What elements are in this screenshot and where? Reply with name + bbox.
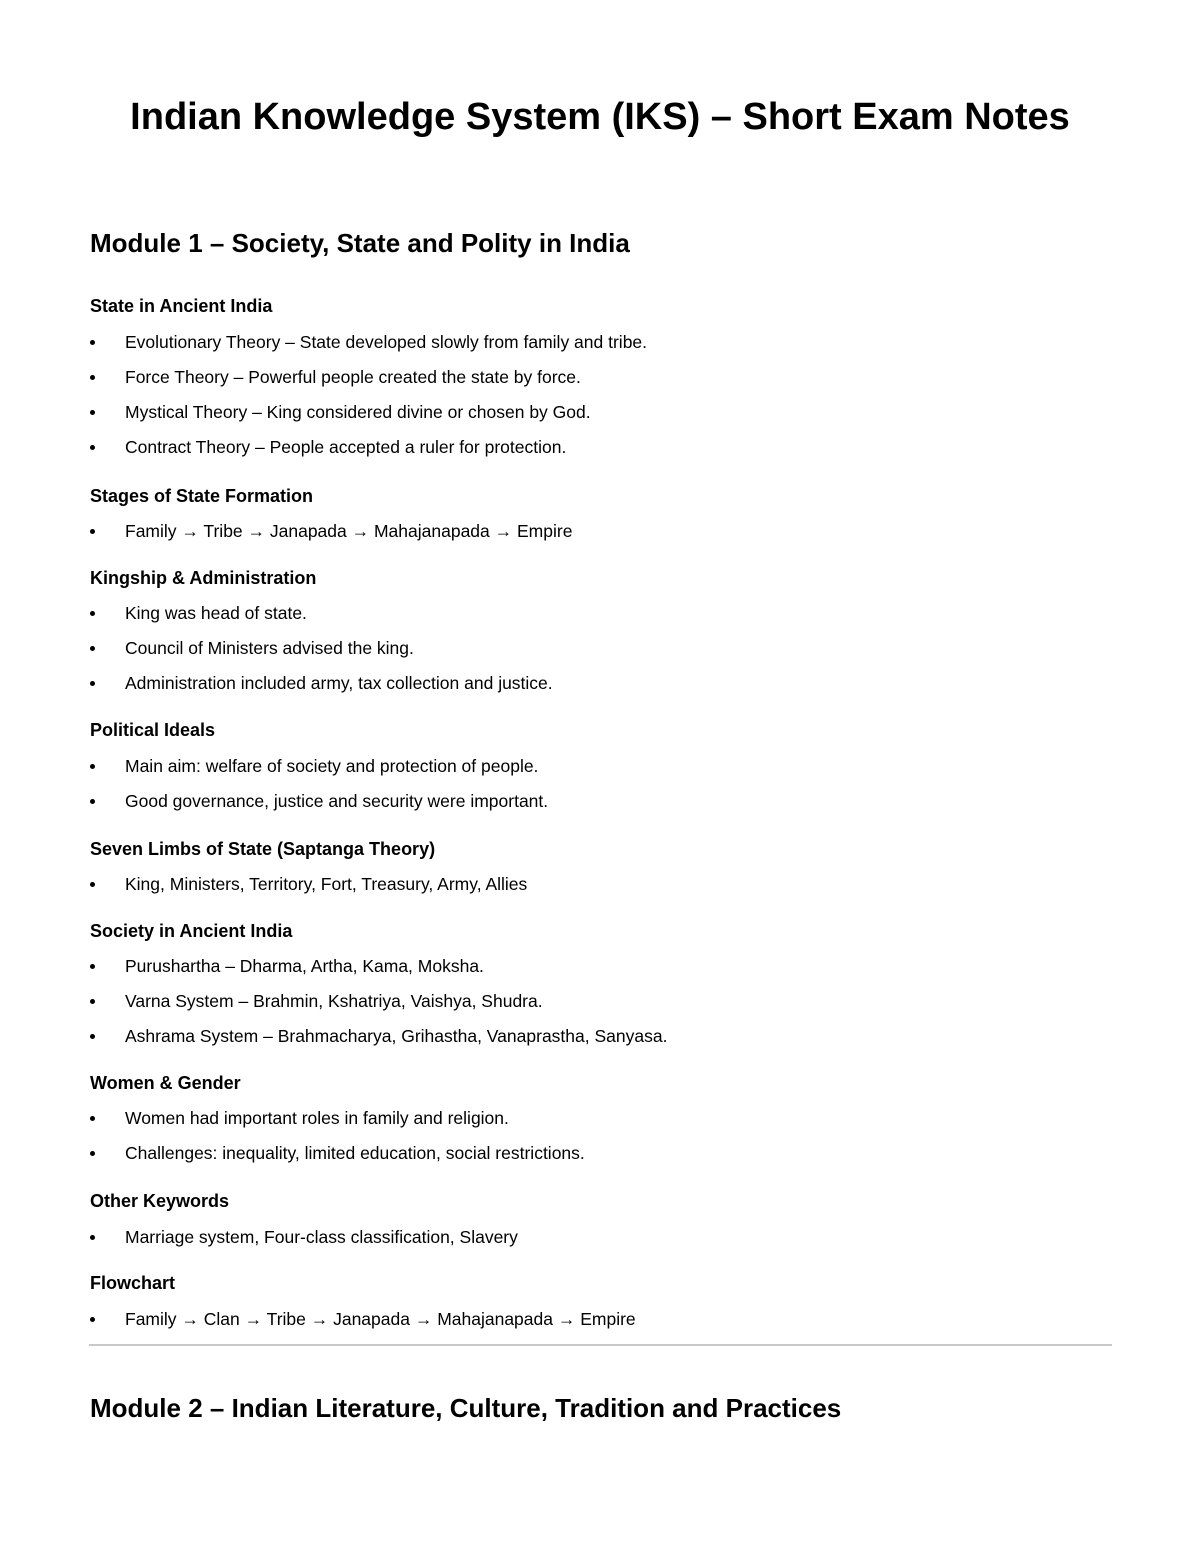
module-2-heading: Module 2 – Indian Literature, Culture, Tradition and Practices: [90, 1393, 842, 1423]
section-divider: [89, 1344, 1112, 1346]
list-item-text: King, Ministers, Territory, Fort, Treasury, Army, Allies: [125, 874, 528, 894]
section-heading-stages-of-state-formation: Stages of State Formation: [90, 486, 314, 506]
bullet-icon: [90, 1116, 95, 1121]
list-item-text: Ashrama System – Brahmacharya, Grihastha, Vanaprastha, Sanyasa.: [125, 1026, 668, 1046]
list-item-text: Contract Theory – People accepted a ruler for protection.: [125, 437, 567, 457]
bullet-icon: [90, 410, 95, 415]
module-1-heading: Module 1 – Society, State and Polity in India: [90, 228, 630, 258]
list-item-text: Good governance, justice and security were important.: [125, 791, 549, 811]
list-item-text: Evolutionary Theory – State developed slowly from family and tribe.: [125, 332, 648, 352]
section-heading-flowchart: Flowchart: [90, 1273, 176, 1293]
section-heading-state-in-ancient-india: State in Ancient India: [90, 296, 273, 316]
list-item-text: Family → Tribe → Janapada → Mahajanapada → Empire: [125, 521, 573, 541]
list-item-text: Women had important roles in family and religion.: [125, 1108, 509, 1128]
bullet-icon: [90, 375, 95, 380]
list-item-text: Mystical Theory – King considered divine or chosen by God.: [125, 402, 591, 422]
bullet-icon: [90, 611, 95, 616]
list-item-text: Marriage system, Four-class classification, Slavery: [125, 1227, 518, 1247]
bullet-icon: [90, 882, 95, 887]
bullet-icon: [90, 999, 95, 1004]
bullet-icon: [90, 1151, 95, 1156]
section-heading-saptanga-theory: Seven Limbs of State (Saptanga Theory): [90, 839, 436, 859]
bullet-icon: [90, 646, 95, 651]
section-heading-women-gender: Women & Gender: [90, 1073, 241, 1093]
bullet-icon: [90, 1317, 95, 1322]
list-item-text: Purushartha – Dharma, Artha, Kama, Moksha.: [125, 956, 484, 976]
section-heading-political-ideals: Political Ideals: [90, 720, 216, 740]
list-item-text: Force Theory – Powerful people created the state by force.: [125, 367, 581, 387]
list-item-text: Family → Clan → Tribe → Janapada → Mahajanapada → Empire: [125, 1309, 636, 1329]
list-item-text: King was head of state.: [125, 603, 307, 623]
document-title: Indian Knowledge System (IKS) – Short Exam Notes: [130, 96, 1070, 138]
section-heading-other-keywords: Other Keywords: [90, 1191, 230, 1211]
list-item-text: Challenges: inequality, limited education, social restrictions.: [125, 1143, 585, 1163]
list-item-text: Main aim: welfare of society and protection of people.: [125, 756, 539, 776]
bullet-icon: [90, 529, 95, 534]
bullet-icon: [90, 964, 95, 969]
list-item-text: Varna System – Brahmin, Kshatriya, Vaishya, Shudra.: [125, 991, 543, 1011]
bullet-icon: [90, 1235, 95, 1240]
section-heading-society-in-ancient-india: Society in Ancient India: [90, 921, 293, 941]
bullet-icon: [90, 445, 95, 450]
list-item-text: Administration included army, tax collection and justice.: [125, 673, 553, 693]
list-item-text: Council of Ministers advised the king.: [125, 638, 414, 658]
bullet-icon: [90, 799, 95, 804]
bullet-icon: [90, 681, 95, 686]
bullet-icon: [90, 764, 95, 769]
bullet-icon: [90, 340, 95, 345]
section-heading-kingship-administration: Kingship & Administration: [90, 568, 317, 588]
bullet-icon: [90, 1034, 95, 1039]
